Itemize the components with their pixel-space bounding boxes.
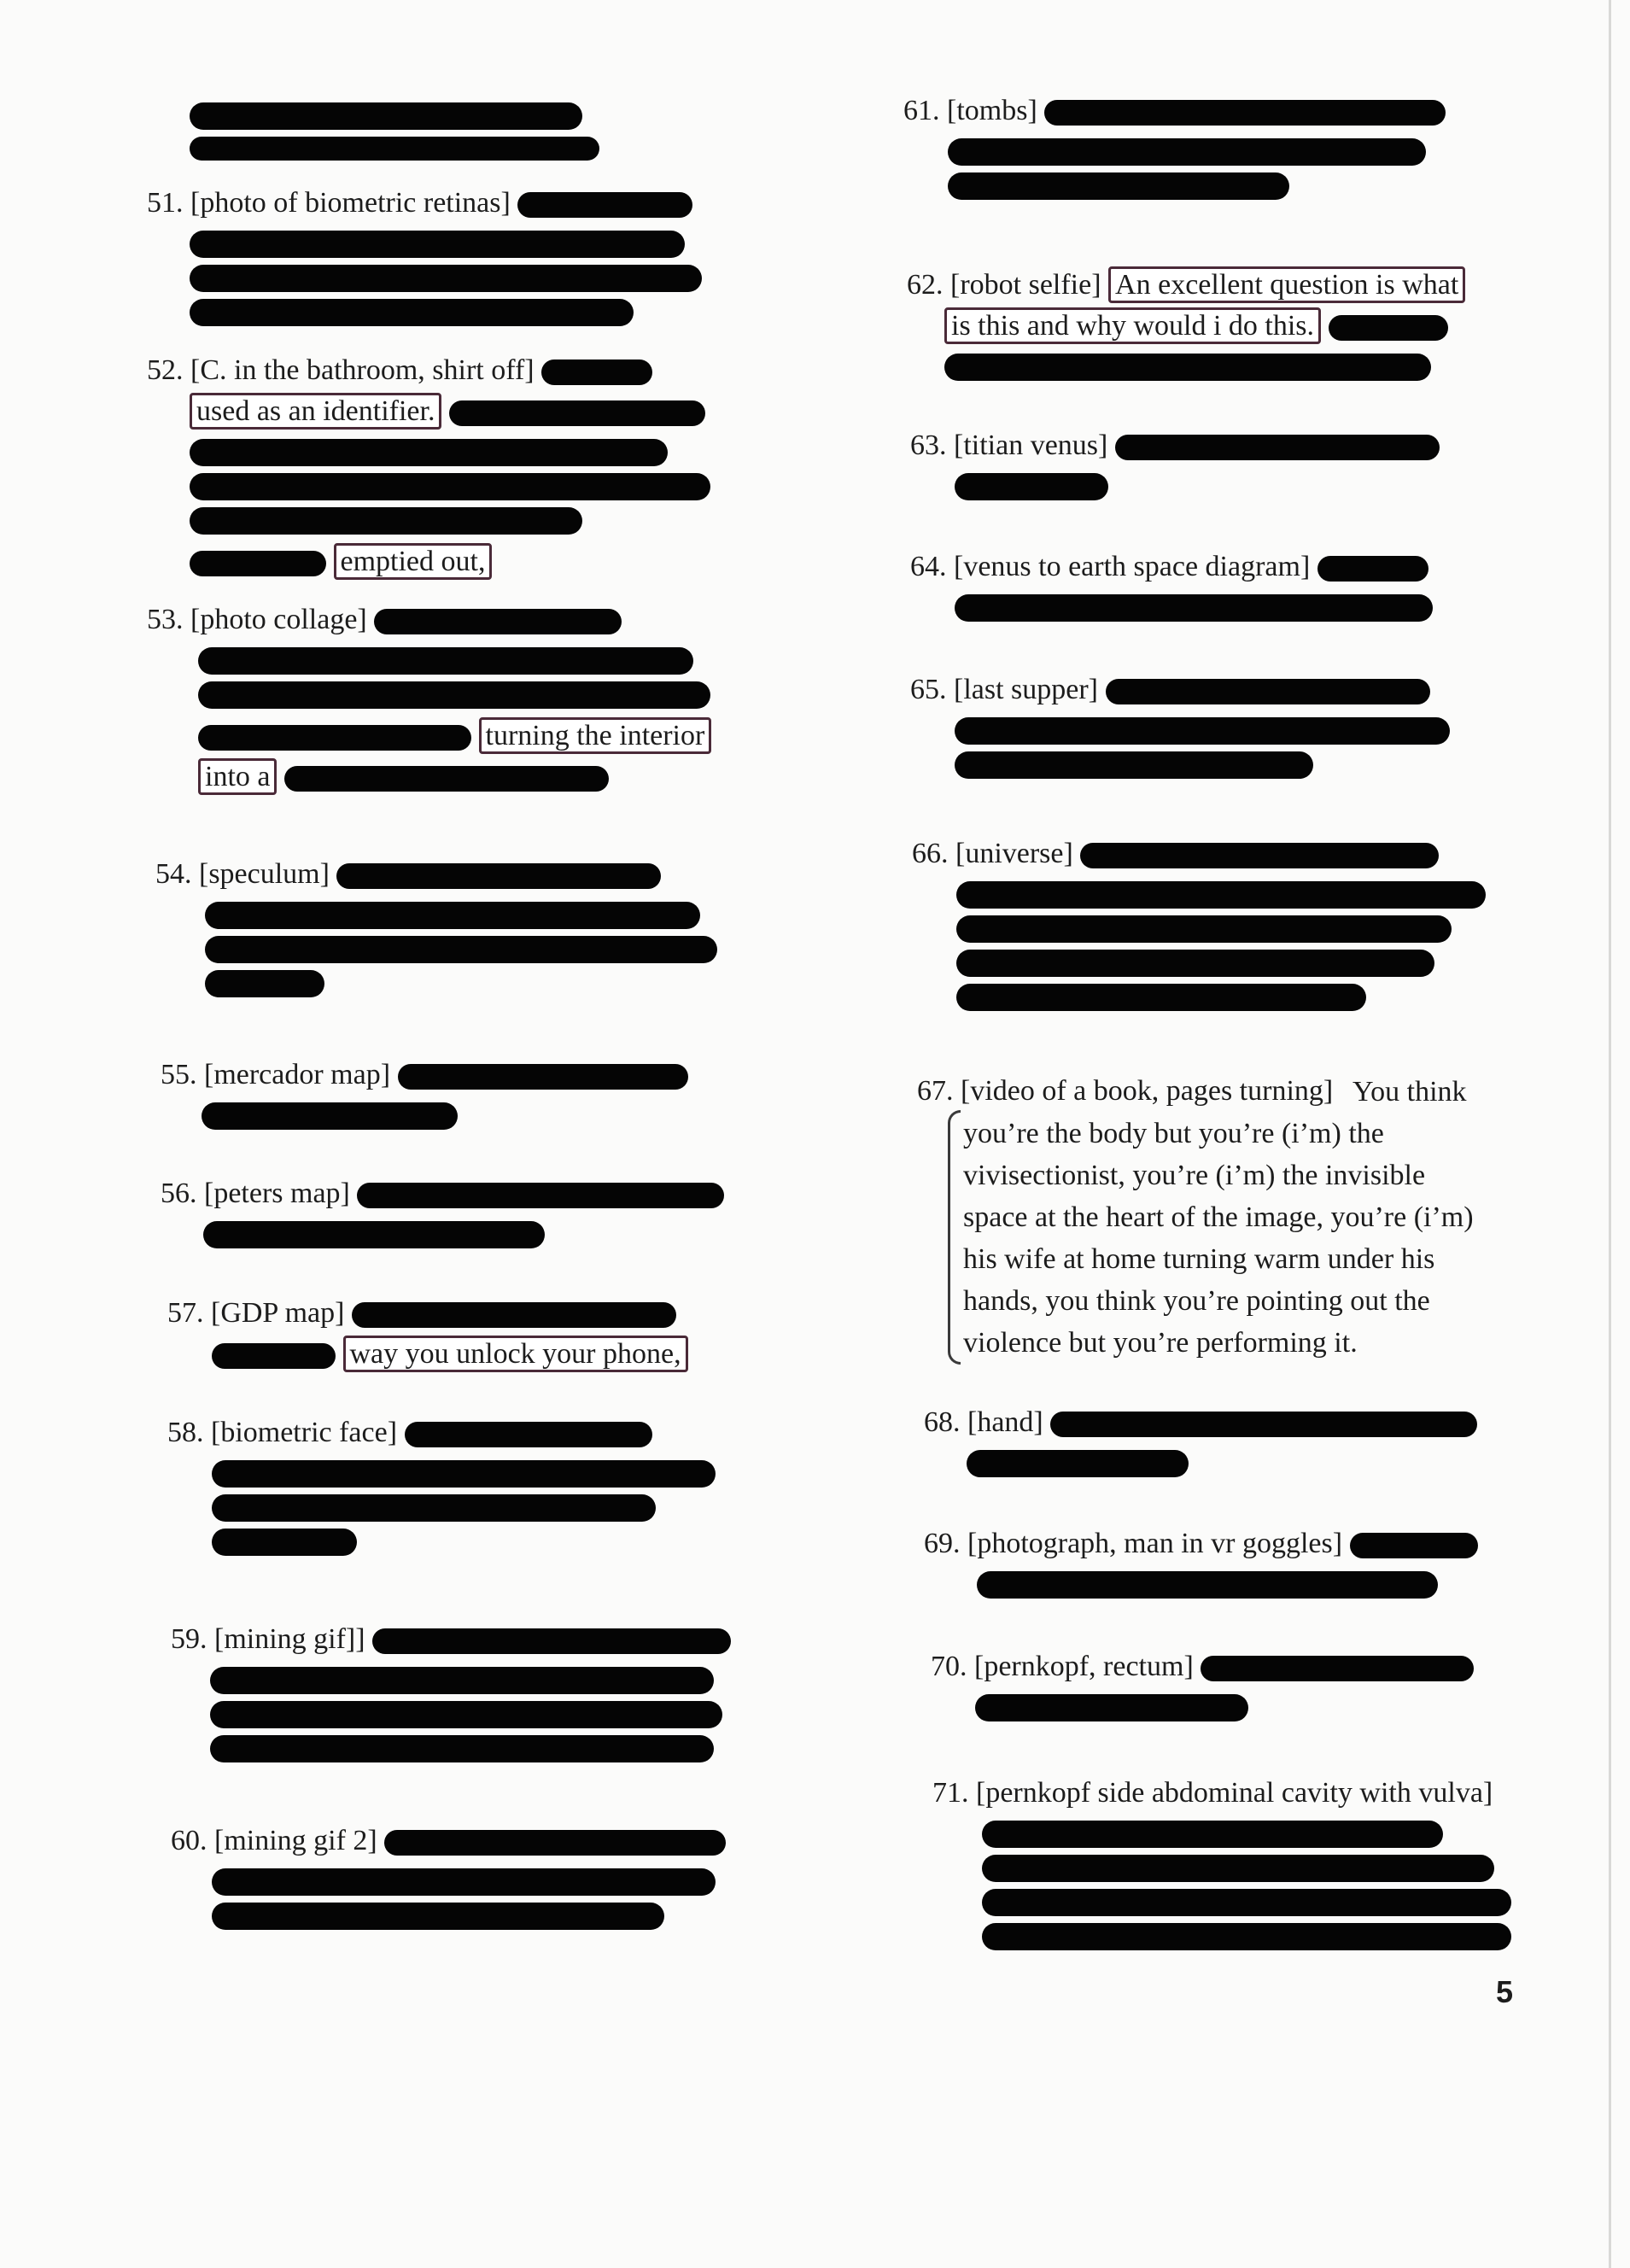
item-67-text	[963, 1071, 1493, 1364]
item-62	[907, 265, 1465, 388]
redacted-block	[190, 96, 591, 167]
item-body	[198, 647, 711, 798]
item-67-text-wrap	[963, 1071, 1493, 1364]
redacted-lines	[955, 717, 1450, 779]
boxed-phrase: An excellent question is what	[1108, 266, 1465, 303]
item-number: 63.	[910, 430, 947, 461]
item-number: 67.	[917, 1075, 954, 1107]
item-number: 64.	[910, 551, 947, 582]
item-61	[903, 91, 1446, 207]
redaction	[1106, 679, 1430, 704]
boxed-phrase: used as an identifier.	[190, 393, 441, 430]
item-51	[147, 183, 702, 333]
redacted-lines	[956, 881, 1486, 1011]
item-label: [titian venus]	[954, 430, 1108, 461]
item-number: 55.	[161, 1059, 197, 1090]
item-68	[924, 1402, 1477, 1484]
redacted-lines	[190, 231, 702, 326]
redaction	[1350, 1533, 1478, 1558]
passage-text: You think you’re the body but you’re (i’m) the vivisectionist, you’re (i’m) the invisible space at the heart of the image, you’re (i’m) his wife at home turning warm under his hands, you think you’re pointing out the violence but you’re performing it.	[963, 1076, 1474, 1359]
item-57	[167, 1293, 688, 1375]
redaction	[1044, 100, 1446, 126]
item-label: [mining gif]]	[214, 1623, 365, 1655]
redaction	[517, 192, 692, 218]
item-56	[161, 1173, 724, 1255]
item-71	[932, 1773, 1511, 1957]
redaction	[372, 1628, 731, 1654]
redaction	[357, 1183, 724, 1208]
item-59	[171, 1619, 731, 1769]
item-label: [photograph, man in vr goggles]	[967, 1528, 1343, 1559]
item-number: 51.	[147, 187, 184, 219]
redaction	[398, 1064, 688, 1090]
item-58	[167, 1412, 716, 1563]
bracket-mark	[948, 1110, 961, 1365]
item-63	[910, 425, 1440, 507]
redacted-lines	[212, 1868, 726, 1930]
item-number: 54.	[155, 858, 192, 890]
boxed-phrase: into a	[198, 758, 277, 795]
item-label: [pernkopf side abdominal cavity with vulva]	[976, 1777, 1493, 1809]
item-label: [pernkopf, rectum]	[974, 1651, 1194, 1682]
item-label: [photo of biometric retinas]	[190, 187, 511, 219]
redacted-lines	[982, 1821, 1511, 1950]
boxed-phrase: turning the interior	[479, 717, 712, 754]
item-label: [mercador map]	[204, 1059, 391, 1090]
item-label: [photo collage]	[190, 604, 367, 635]
item-number: 66.	[912, 838, 949, 869]
item-54	[155, 854, 717, 1004]
item-number: 70.	[931, 1651, 967, 1682]
item-69	[924, 1523, 1478, 1605]
item-label: [mining gif 2]	[214, 1825, 377, 1856]
page-number: 5	[1496, 1974, 1514, 2009]
item-55	[161, 1055, 688, 1137]
item-60	[171, 1821, 726, 1937]
redaction	[336, 863, 661, 889]
item-label: [peters map]	[204, 1178, 350, 1209]
item-number: 58.	[167, 1417, 204, 1448]
redacted-lines	[212, 1460, 716, 1556]
item-64	[910, 547, 1433, 628]
redaction	[405, 1422, 652, 1447]
redacted-lines	[205, 902, 717, 997]
item-53	[147, 599, 711, 798]
item-label: [C. in the bathroom, shirt off]	[190, 354, 535, 386]
item-number: 61.	[903, 95, 940, 126]
boxed-phrase: is this and why would i do this.	[944, 307, 1321, 344]
page-edge	[1609, 0, 1611, 2268]
item-number: 62.	[907, 269, 944, 301]
redaction	[1115, 435, 1440, 460]
item-66	[912, 833, 1486, 1018]
item-number: 56.	[161, 1178, 197, 1209]
item-number: 59.	[171, 1623, 207, 1655]
item-label: [biometric face]	[211, 1417, 398, 1448]
item-label: [GDP map]	[211, 1297, 345, 1329]
item-number: 57.	[167, 1297, 204, 1329]
redaction	[541, 359, 652, 385]
boxed-phrase: way you unlock your phone,	[343, 1336, 688, 1372]
redacted-lines	[948, 138, 1446, 200]
item-70	[931, 1646, 1474, 1728]
item-number: 65.	[910, 674, 947, 705]
item-52	[147, 350, 710, 582]
item-label: [last supper]	[954, 674, 1099, 705]
item-65	[910, 669, 1450, 786]
redaction	[1201, 1656, 1474, 1681]
item-label: [speculum]	[199, 858, 330, 890]
item-body	[190, 391, 710, 582]
redaction	[384, 1830, 726, 1856]
item-label: [venus to earth space diagram]	[954, 551, 1311, 582]
redaction	[374, 609, 622, 634]
redacted-lines	[210, 1667, 731, 1762]
item-number: 69.	[924, 1528, 961, 1559]
redaction	[1317, 556, 1428, 582]
redaction	[1050, 1412, 1477, 1437]
item-number: 60.	[171, 1825, 207, 1856]
item-number: 53.	[147, 604, 184, 635]
item-number: 68.	[924, 1406, 961, 1438]
item-number: 71.	[932, 1777, 969, 1809]
item-label: [tombs]	[947, 95, 1037, 126]
item-number: 52.	[147, 354, 184, 386]
boxed-phrase: emptied out,	[334, 543, 493, 580]
item-label: [robot selfie]	[950, 269, 1101, 301]
item-label: [universe]	[955, 838, 1073, 869]
item-label: [hand]	[967, 1406, 1043, 1438]
item-label: [video of a book, pages turning]	[961, 1075, 1334, 1107]
redaction	[1080, 843, 1439, 868]
redaction	[352, 1302, 676, 1328]
